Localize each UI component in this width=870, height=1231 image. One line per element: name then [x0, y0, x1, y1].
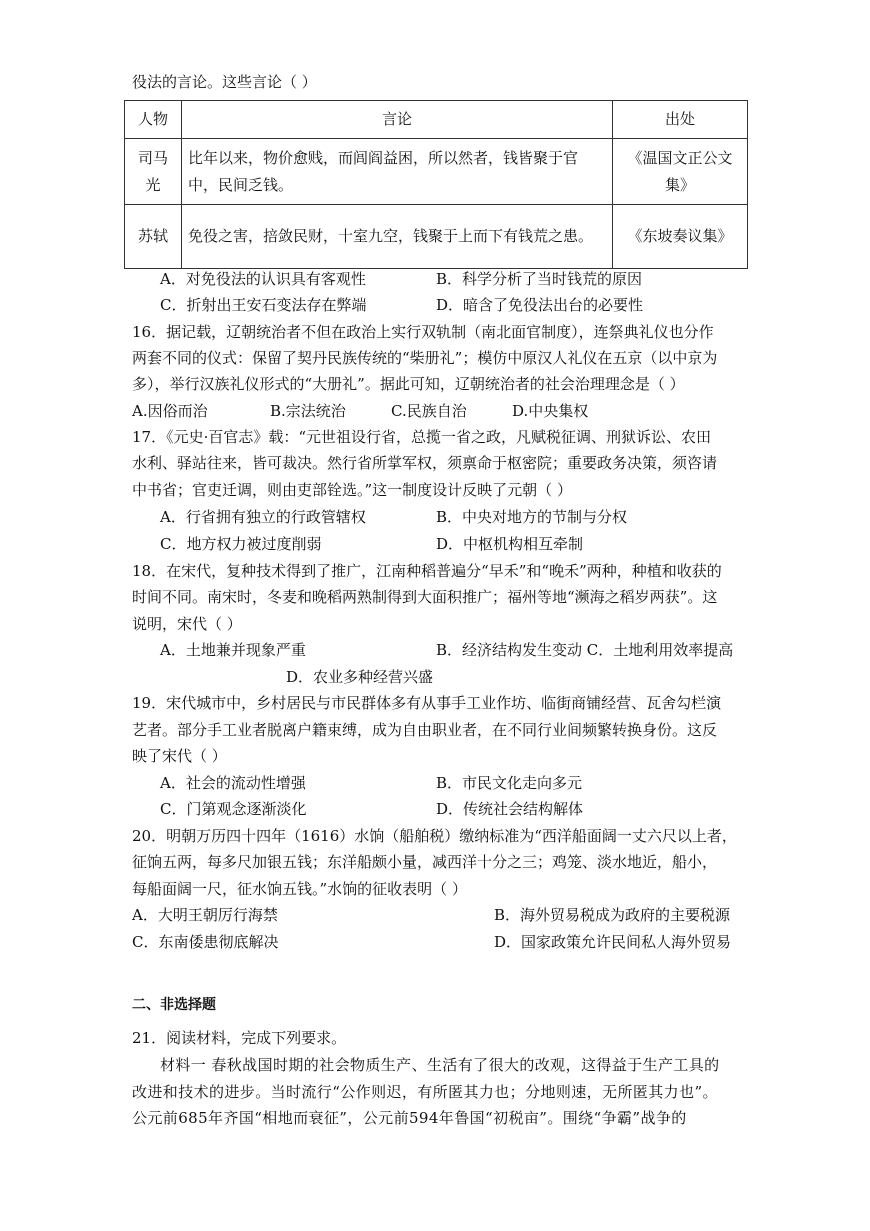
section-heading: 二、非选择题	[132, 997, 216, 1013]
option: B．市民文化走向多元	[436, 774, 583, 792]
option: A．土地兼并现象严重	[160, 641, 306, 659]
question-line: 21．阅读材料，完成下列要求。	[132, 1029, 347, 1047]
option: B．中央对地方的节制与分权	[436, 508, 628, 526]
cell-quote: 比年以来，物价愈贱，而闾阎益困，所以然者，钱皆聚于官中，民间乏钱。	[182, 139, 613, 205]
option: A.因俗而治	[132, 402, 208, 420]
option: D．国家政策允许民间私人海外贸易	[494, 933, 732, 951]
option: D．中枢机构相互牵制	[436, 535, 584, 553]
option: A．对免役法的认识具有客观性	[160, 270, 366, 288]
table-row	[125, 139, 748, 205]
question-line: 19．宋代城市中，乡村居民与市民群体多有从事手工业作坊、临街商铺经营、瓦舍勾栏演	[132, 694, 722, 712]
cell-source: 《温国文正公文集》	[613, 139, 748, 205]
option: B.宗法统治	[270, 402, 346, 420]
option: B．科学分析了当时钱荒的原因	[436, 270, 643, 288]
option: C.民族自治	[391, 402, 467, 420]
option: D．传统社会结构解体	[436, 800, 584, 818]
question-line: 说明，宋代（ ）	[132, 615, 242, 633]
option: D.中央集权	[512, 402, 589, 420]
question-line: 每船面阔一尺，征水饷五钱。”水饷的征收表明（ ）	[132, 880, 467, 898]
material-line: 公元前685年齐国“相地而衰征”，公元前594年鲁国“初税亩”。围绕“争霸”战争的	[132, 1109, 687, 1127]
option: A．大明王朝厉行海禁	[132, 906, 278, 924]
table-header-row	[125, 101, 748, 139]
option: B．经济结构发生变动 C．土地利用效率提高	[436, 641, 734, 659]
header-person: 人物	[125, 101, 182, 139]
question-line: 水利、驿站往来，皆可裁决。然行省所掌军权，须禀命于枢密院；重要政务决策，须咨请	[132, 454, 718, 472]
option: A．社会的流动性增强	[160, 774, 306, 792]
cell-person: 司马光	[125, 139, 182, 205]
header-source: 出处	[613, 101, 748, 139]
question-line: 艺者。部分手工业者脱离户籍束缚，成为自由职业者，在不同行业间频繁转换身份。这反	[132, 721, 718, 739]
question-line: 映了宋代（ ）	[132, 747, 227, 765]
material-line: 改进和技术的进步。当时流行“公作则迟，有所匿其力也；分地则速，无所匿其力也”。	[132, 1083, 718, 1101]
question-line: 征饷五两，每多尺加银五钱；东洋船颇小量，减西洋十分之三；鸡笼、淡水地近，船小，	[132, 853, 718, 871]
option: C．门第观念逐渐淡化	[160, 800, 307, 818]
header-quote: 言论	[182, 101, 613, 139]
cell-source: 《东坡奏议集》	[613, 205, 748, 269]
question-line: 中书省；官吏迁调，则由吏部铨选。”这一制度设计反映了元朝（ ）	[132, 481, 572, 499]
option: C．东南倭患彻底解决	[132, 933, 279, 951]
option: D．暗含了免役法出台的必要性	[436, 296, 644, 314]
intro-line: 役法的言论。这些言论（ ）	[132, 73, 317, 91]
question-line: 20．明朝万历四十四年（1616）水饷（船舶税）缴纳标准为“西洋船面阔一丈六尺以上者，	[132, 827, 737, 845]
option: C．地方权力被过度削弱	[160, 535, 322, 553]
question-line: 17．《元史·百官志》载：“元世祖设行省，总揽一省之政，凡赋税征调、刑狱诉讼、农田	[132, 428, 712, 446]
question-line: 多），举行汉族礼仪形式的“大册礼”。据此可知，辽朝统治者的社会治理理念是（ ）	[132, 375, 685, 393]
option: C．折射出王安石变法存在弊端	[160, 296, 367, 314]
question-line: 时间不同。南宋时，冬麦和晚稻两熟制得到大面积推广；福州等地“濒海之稻岁两获”。这	[132, 588, 718, 606]
question-line: 两套不同的仪式：保留了契丹民族传统的“柴册礼”；模仿中原汉人礼仪在五京（以中京为	[132, 349, 718, 367]
option: A．行省拥有独立的行政管辖权	[160, 508, 366, 526]
question-line: 16．据记载，辽朝统治者不但在政治上实行双轨制（南北面官制度），连祭典礼仪也分作	[132, 323, 714, 341]
quote-table	[124, 100, 748, 269]
material-line: 材料一 春秋战国时期的社会物质生产、生活有了很大的改观，这得益于生产工具的	[160, 1056, 720, 1074]
table-row	[125, 205, 748, 269]
cell-person: 苏轼	[125, 205, 182, 269]
question-line: 18．在宋代，复种技术得到了推广，江南种稻普遍分“早禾”和“晚禾”两种，种植和收获的	[132, 562, 722, 580]
cell-quote: 免役之害，掊敛民财，十室九空，钱聚于上而下有钱荒之患。	[182, 205, 613, 269]
option: B．海外贸易税成为政府的主要税源	[494, 906, 731, 924]
option: D．农业多种经营兴盛	[286, 668, 434, 686]
